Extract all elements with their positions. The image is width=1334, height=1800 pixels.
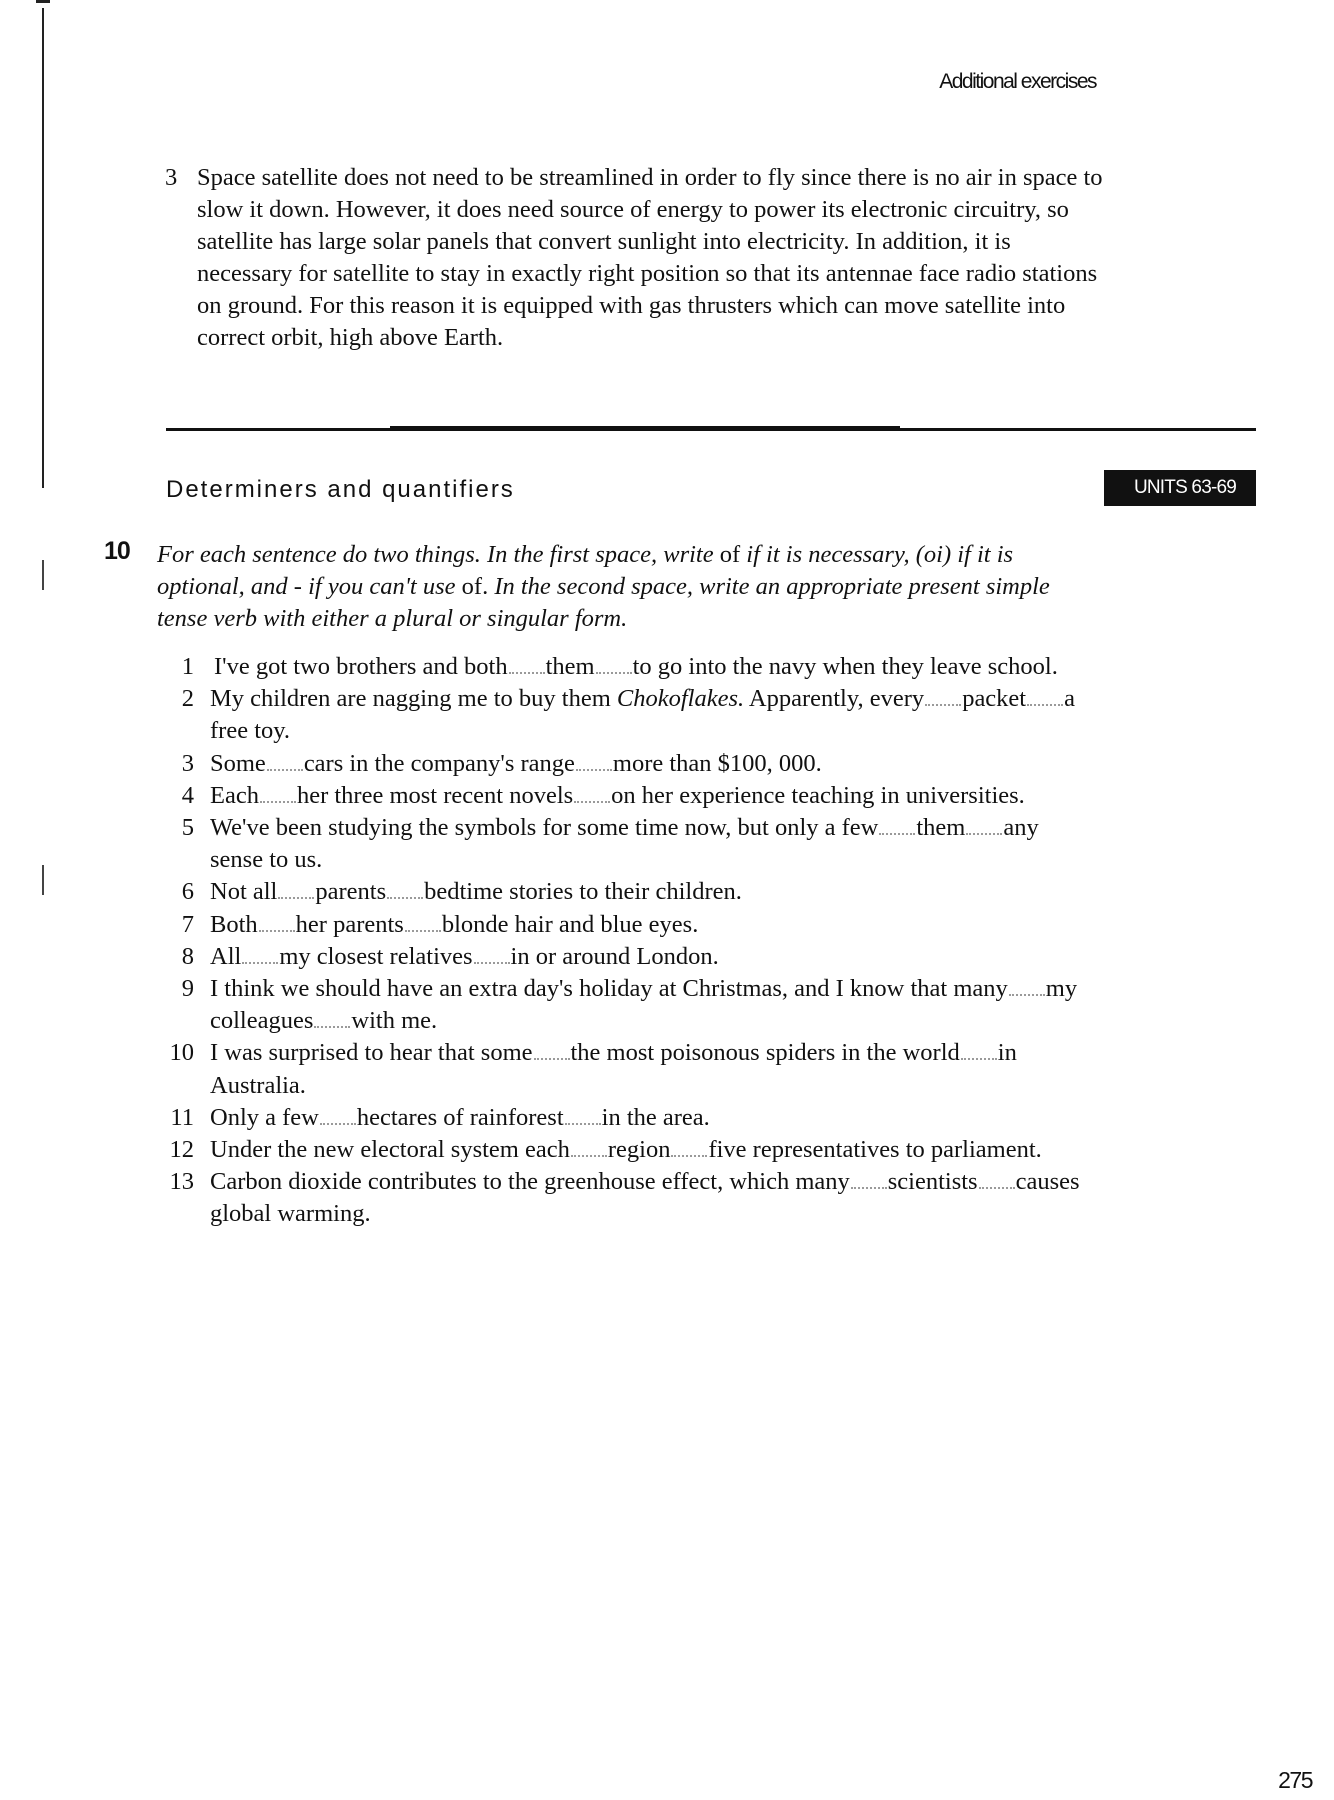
exercise-item <box>172 780 1262 812</box>
exercise-item <box>169 1037 1262 1101</box>
answer-blank[interactable] <box>596 666 632 674</box>
item-text: bedtime stories to their children. <box>424 878 742 906</box>
exercise-item <box>172 909 1262 941</box>
exercise-items <box>169 651 1262 1231</box>
item-number: 1 <box>181 653 194 680</box>
answer-blank[interactable] <box>259 924 295 932</box>
item-text: Australia. <box>210 1071 306 1099</box>
paragraph-number: 3 <box>165 164 178 191</box>
item-text: All <box>210 942 242 970</box>
item-number: 6 <box>181 878 194 906</box>
answer-blank[interactable] <box>879 827 915 835</box>
answer-blank[interactable] <box>387 891 423 899</box>
exercise-item <box>172 812 1262 876</box>
item-text: scientists <box>887 1168 978 1196</box>
paragraph-line: Space satellite does not need to be streamlined in order to fly since there is no air in space to <box>197 164 1103 191</box>
answer-blank[interactable] <box>278 891 314 899</box>
item-text: I think we should have an extra day's holiday at Christmas, and I know that many <box>210 975 1008 1003</box>
passage-paragraph <box>165 162 1255 354</box>
instruction-line <box>157 539 1257 571</box>
item-number: 4 <box>181 781 194 809</box>
exercise-item <box>172 941 1262 973</box>
units-badge: UNITS 63-69 <box>1104 470 1256 506</box>
item-text: sense to us. <box>210 846 323 874</box>
exercise-item <box>169 1166 1262 1230</box>
item-number: 5 <box>181 814 194 842</box>
answer-blank[interactable] <box>534 1052 570 1060</box>
item-text: any <box>1003 814 1039 842</box>
answer-blank[interactable] <box>979 1181 1015 1189</box>
answer-blank[interactable] <box>267 763 303 771</box>
running-head: Additional exercises <box>939 70 1096 93</box>
item-text: Chokoflakes. <box>616 685 745 713</box>
item-text: blonde hair and blue eyes. <box>441 910 699 938</box>
item-text: cars in the company's range <box>303 749 575 777</box>
item-text: free toy. <box>210 717 291 745</box>
item-text: them <box>545 653 595 680</box>
item-text: in the area. <box>601 1103 710 1131</box>
section-title: Determiners and quantifiers <box>166 476 515 503</box>
item-number: 7 <box>181 910 194 938</box>
item-text: in <box>997 1039 1017 1067</box>
exercise-item <box>172 748 1262 780</box>
answer-blank[interactable] <box>405 924 441 932</box>
item-number: 2 <box>181 685 194 713</box>
item-text: causes <box>1015 1168 1080 1196</box>
item-text: my closest relatives <box>279 942 473 970</box>
instruction-text: of <box>719 541 741 568</box>
item-text: the most poisonous spiders in the world <box>570 1039 960 1067</box>
instruction-text: For each sentence do two things. In the first space, write <box>157 541 720 568</box>
answer-blank[interactable] <box>961 1052 997 1060</box>
item-text: a <box>1064 685 1075 713</box>
scan-margin-mark <box>36 0 50 3</box>
item-number: 11 <box>170 1103 194 1131</box>
item-text: Not all <box>210 878 278 906</box>
item-number: 10 <box>169 1039 194 1067</box>
instruction-line: tense verb with either a plural or singular form. <box>157 605 628 632</box>
item-text: her parents <box>295 910 404 938</box>
item-number: 12 <box>169 1136 194 1164</box>
item-text: with me. <box>351 1007 438 1035</box>
item-text: them <box>916 814 966 842</box>
answer-blank[interactable] <box>576 763 612 771</box>
item-text: to go into the navy when they leave school. <box>632 653 1058 680</box>
exercise-item <box>172 683 1262 747</box>
item-text: five representatives to parliament. <box>708 1136 1042 1164</box>
item-text: Some <box>210 749 266 777</box>
answer-blank[interactable] <box>565 1117 601 1125</box>
item-number: 9 <box>181 975 194 1003</box>
answer-blank[interactable] <box>574 795 610 803</box>
item-text: her three most recent novels <box>296 781 574 809</box>
answer-blank[interactable] <box>314 1020 350 1028</box>
scan-margin-line <box>42 8 44 488</box>
answer-blank[interactable] <box>671 1149 707 1157</box>
exercise-number: 10 <box>104 537 130 565</box>
paragraph-line: satellite has large solar panels that convert sunlight into electricity. In addition, it is <box>197 228 1011 255</box>
item-text: Each <box>210 781 259 809</box>
exercise-item <box>172 973 1262 1037</box>
item-text: Both <box>210 910 258 938</box>
answer-blank[interactable] <box>571 1149 607 1157</box>
answer-blank[interactable] <box>966 827 1002 835</box>
instruction-text: In the second space, write an appropriate present simple <box>488 573 1050 600</box>
paragraph-line: correct orbit, high above Earth. <box>197 324 504 351</box>
item-number: 8 <box>181 942 194 970</box>
scan-margin-mark <box>42 560 44 590</box>
instruction-line <box>157 571 1257 603</box>
exercise-item <box>172 1102 1262 1134</box>
answer-blank[interactable] <box>242 956 278 964</box>
answer-blank[interactable] <box>260 795 296 803</box>
item-text: colleagues <box>210 1007 314 1035</box>
item-text: Carbon dioxide contributes to the greenhouse effect, which many <box>210 1168 850 1196</box>
item-text: in or around London. <box>510 942 719 970</box>
instruction-text: if it is necessary, (oi) if it is <box>740 541 1014 568</box>
item-text: I've got two brothers and both <box>214 653 508 680</box>
section-divider-accent <box>390 426 900 428</box>
answer-blank[interactable] <box>1009 988 1045 996</box>
item-text: We've been studying the symbols for some time now, but only a few <box>210 814 879 842</box>
page-number: 275 <box>1278 1767 1312 1793</box>
item-text: region <box>607 1136 671 1164</box>
answer-blank[interactable] <box>925 698 961 706</box>
item-number: 13 <box>169 1168 194 1196</box>
answer-blank[interactable] <box>1027 698 1063 706</box>
exercise-item <box>169 1134 1262 1166</box>
answer-blank[interactable] <box>320 1117 356 1125</box>
item-text: my <box>1045 975 1078 1003</box>
exercise-item <box>172 651 1262 683</box>
item-text: global warming. <box>210 1200 371 1228</box>
scan-margin-mark <box>42 865 44 895</box>
item-text: I was surprised to hear that some <box>210 1039 533 1067</box>
paragraph-line: necessary for satellite to stay in exactly right position so that its antennae face radio stations <box>197 260 1098 287</box>
instruction-text: of. <box>461 573 489 600</box>
exercise-item <box>172 876 1262 908</box>
item-text: My children are nagging me to buy them <box>210 685 617 713</box>
answer-blank[interactable] <box>474 956 510 964</box>
section-divider <box>166 428 1256 431</box>
item-text: more than $100, 000. <box>612 749 822 777</box>
item-text: on her experience teaching in universities. <box>611 781 1025 809</box>
answer-blank[interactable] <box>509 666 545 674</box>
paragraph-line: on ground. For this reason it is equipped with gas thrusters which can move satellite into <box>197 292 1066 319</box>
item-text: Only a few <box>210 1103 319 1131</box>
item-text: hectares of rainforest <box>356 1103 564 1131</box>
item-number: 3 <box>181 749 194 777</box>
answer-blank[interactable] <box>851 1181 887 1189</box>
item-text: Under the new electoral system each <box>210 1136 570 1164</box>
item-text: packet <box>962 685 1027 713</box>
item-text: parents <box>315 878 387 906</box>
instruction-text: optional, and - if you can't use <box>157 573 462 600</box>
item-text: Apparently, every <box>744 685 925 713</box>
exercise-instructions <box>157 539 1257 635</box>
paragraph-line: slow it down. However, it does need source of energy to power its electronic circuitry, so <box>197 196 1069 223</box>
